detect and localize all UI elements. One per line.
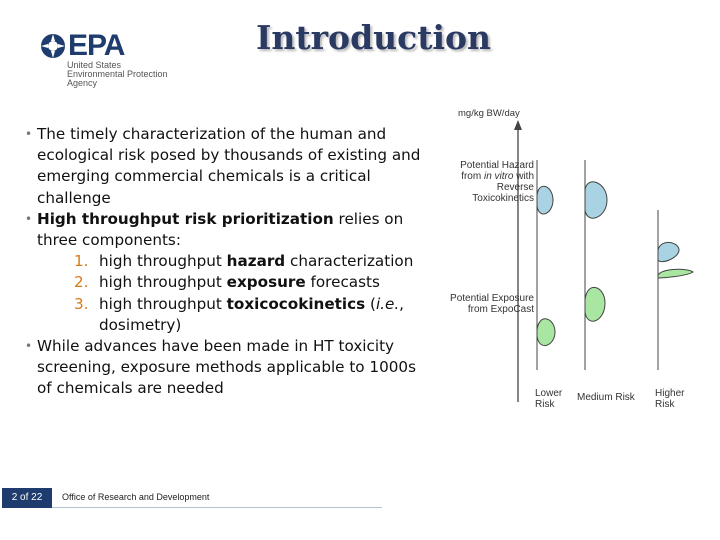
hazard-distribution-medium <box>585 160 607 218</box>
slide-title: Introduction <box>256 18 492 57</box>
hazard-distribution-low <box>537 160 553 214</box>
y-axis-label: mg/kg BW/day <box>458 108 520 119</box>
epa-wordmark: EPA <box>68 29 125 62</box>
epa-logo <box>40 29 190 91</box>
bullet-dot-icon: • <box>25 339 33 354</box>
numbered-item: 2. high throughput exposure forecasts <box>74 273 380 292</box>
footer-divider <box>52 507 382 508</box>
risk-figure-graphic <box>425 100 720 420</box>
numbered-item: 3. high throughput toxicocokinetics (i.e., <box>74 294 404 313</box>
bullet-list <box>26 124 426 400</box>
bullet-item: • While advances have been made in HT toxicity screening, exposure methods applicable to 1000s of chemicals are needed <box>25 337 416 398</box>
exposure-label: Potential Exposure from ExpoCast <box>450 293 534 315</box>
hazard-distribution-high <box>658 220 679 262</box>
exposure-distribution-high <box>658 262 693 278</box>
x-label-lower-risk: Lower Risk <box>535 388 563 410</box>
y-axis-arrow-icon <box>514 120 522 130</box>
numbered-item-continuation: dosimetry) <box>99 315 182 334</box>
footer-org: Office of Research and Development <box>62 492 210 502</box>
epa-subtitle: United States Environmental Protection Agency <box>67 60 168 88</box>
bullet-dot-icon: • <box>25 127 33 141</box>
epa-flower-icon <box>40 33 66 59</box>
risk-figure <box>425 100 720 420</box>
exposure-distribution-low <box>537 240 555 346</box>
exposure-distribution-medium <box>585 240 605 321</box>
hazard-label: Potential Hazard from in vitro with Reverse Toxicokinetics <box>460 160 534 204</box>
x-label-higher-risk: Higher Risk <box>655 388 685 410</box>
x-label-medium-risk: Medium Risk <box>577 392 635 403</box>
bullet-item: • The timely characterization of the human and ecological risk posed by thousands of existing and emerging commercial chemicals is a critical challenge <box>25 125 421 207</box>
bullet-dot-icon: • <box>25 211 33 226</box>
bullet-item: • High throughput risk prioritization relies on three components: <box>25 209 404 250</box>
page-number: 2 of 22 <box>2 488 52 508</box>
numbered-item: 1. high throughput hazard characterization <box>74 252 414 271</box>
